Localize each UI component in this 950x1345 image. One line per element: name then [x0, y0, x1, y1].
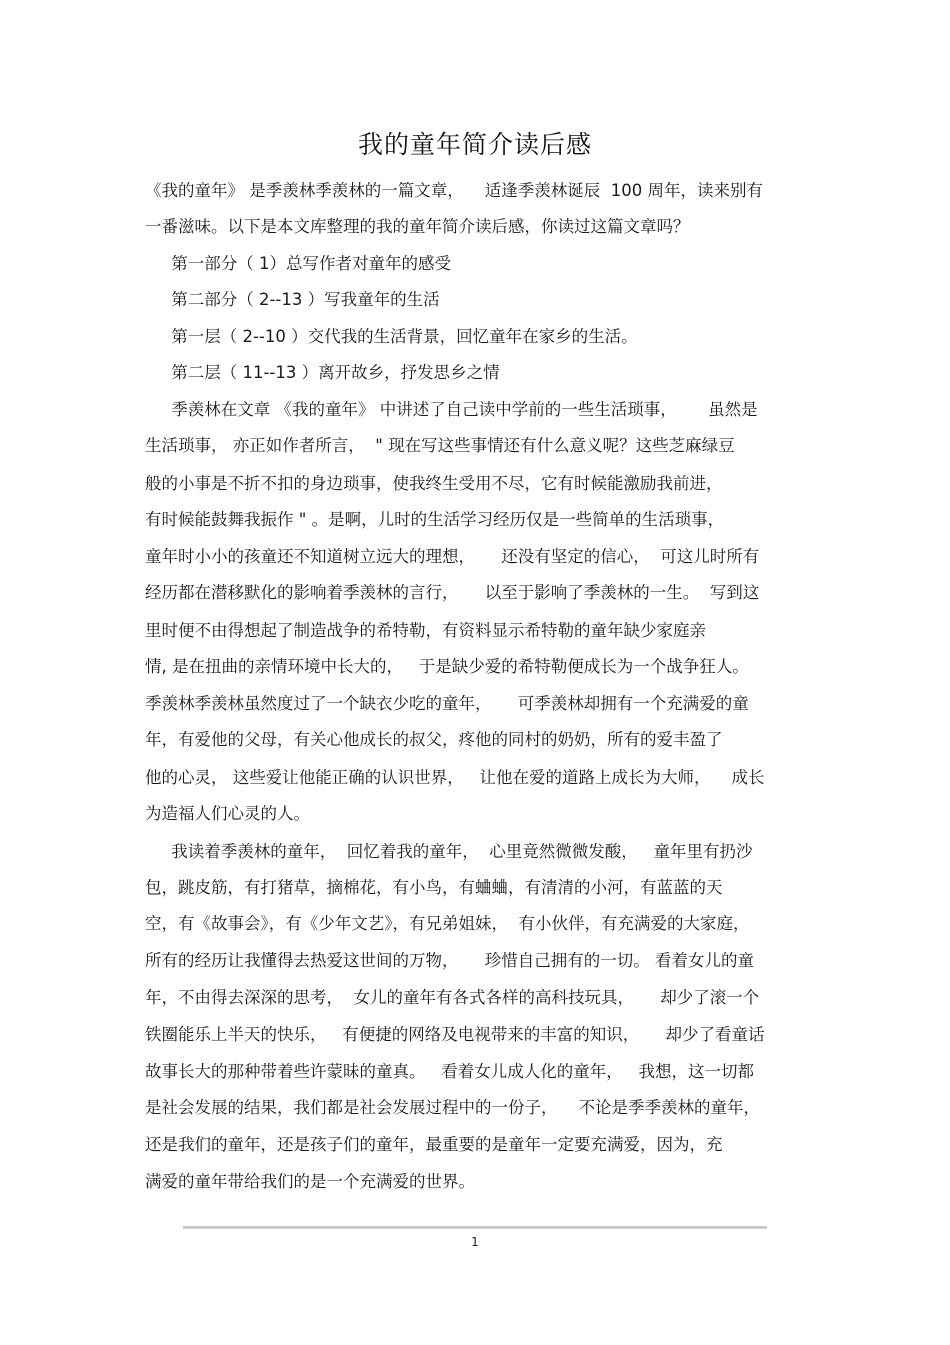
text-line: 他的心灵， 这些爱让他能正确的认识世界， 让他在爱的道路上成长为大师， 成长 [145, 768, 765, 787]
text-line: 《我的童年》 是季羡林季羡林的一篇文章， 适逢季羡林诞辰 100 周年，读来别有 [145, 181, 763, 200]
text-line: 为造福人们心灵的人。 [145, 804, 310, 823]
page-title: 我的童年简介读后感 [357, 130, 592, 159]
text-line: 满爱的童年带给我们的是一个充满爱的世界。 [145, 1172, 475, 1191]
text-line: 情, 是在扭曲的亲情环境中长大的， 于是缺少爱的希特勒便成长为一个战争狂人。 [145, 657, 749, 676]
text-line: 是社会发展的结果，我们都是社会发展过程中的一份子， 不论是季季羡林的童年， [145, 1098, 760, 1117]
page-number: 1 [471, 1235, 479, 1249]
text-line: 第一部分（ 1）总写作者对童年的感受 [145, 254, 451, 273]
text-line: 故事长大的那种带着些许蒙昧的童真。 看着女儿成人化的童年， 我想，这一切都 [145, 1062, 754, 1081]
footer-divider [183, 1226, 767, 1229]
text-line: 般的小事是不折不扣的身边琐事，使我终生受用不尽，它有时候能激励我前进， [145, 474, 723, 493]
text-line: 我读着季羡林的童年， 回忆着我的童年， 心里竟然微微发酸， 童年里有扔沙 [145, 842, 753, 861]
text-line: 童年时小小的孩童还不知道树立远大的理想， 还没有坚定的信心， 可这儿时所有 [145, 547, 760, 566]
text-line: 第二部分（ 2--13 ）写我童年的生活 [145, 290, 440, 309]
text-line: 年，有爱他的父母，有关心他成长的叔父，疼他的同村的奶奶，所有的爱丰盈了 [145, 730, 723, 749]
text-line: 铁圈能乐上半天的快乐， 有便捷的网络及电视带来的丰富的知识， 却少了看童话 [145, 1025, 765, 1044]
text-line: 年，不由得去深深的思考， 女儿的童年有各式各样的高科技玩具， 却少了滚一个 [145, 988, 760, 1007]
text-line: 有时候能鼓舞我振作 " 。是啊，儿时的生活学习经历仅是一些简单的生活琐事， [145, 510, 725, 529]
text-line: 经历都在潜移默化的影响着季羡林的言行， 以至于影响了季羡林的一生。 写到这 [145, 583, 760, 602]
text-line: 季羡林季羡林虽然度过了一个缺衣少吃的童年， 可季羡林却拥有一个充满爱的童 [145, 694, 749, 713]
text-line: 所有的经历让我懂得去热爱这世间的万物， 珍惜自己拥有的一切。 看着女儿的童 [145, 951, 754, 970]
text-line: 季羡林在文章 《我的童年》 中讲述了自己读中学前的一些生活琐事， 虽然是 [145, 400, 758, 419]
text-line: 里时便不由得想起了制造战争的希特勒，有资料显示希特勒的童年缺少家庭亲 [145, 621, 706, 640]
text-line: 还是我们的童年，还是孩子们的童年，最重要的是童年一定要充满爱，因为，充 [145, 1135, 723, 1154]
text-line: 第二层（ 11--13 ）离开故乡，抒发思乡之情 [145, 363, 500, 382]
text-line: 包，跳皮筋，有打猪草，摘棉花，有小鸟，有蛐蛐，有清清的小河，有蓝蓝的天 [145, 878, 723, 897]
text-line: 生活琐事， 亦正如作者所言， " 现在写这些事情还有什么意义呢？这些芝麻绿豆 [145, 436, 735, 455]
text-line: 第一层（ 2--10 ）交代我的生活背景，回忆童年在家乡的生活。 [145, 327, 638, 346]
text-line: 一番滋味。以下是本文库整理的我的童年简介读后感，你读过这篇文章吗？ [145, 217, 690, 236]
text-line: 空，有《故事会》，有《少年文艺》，有兄弟姐妹， 有小伙伴，有充满爱的大家庭， [145, 914, 750, 933]
